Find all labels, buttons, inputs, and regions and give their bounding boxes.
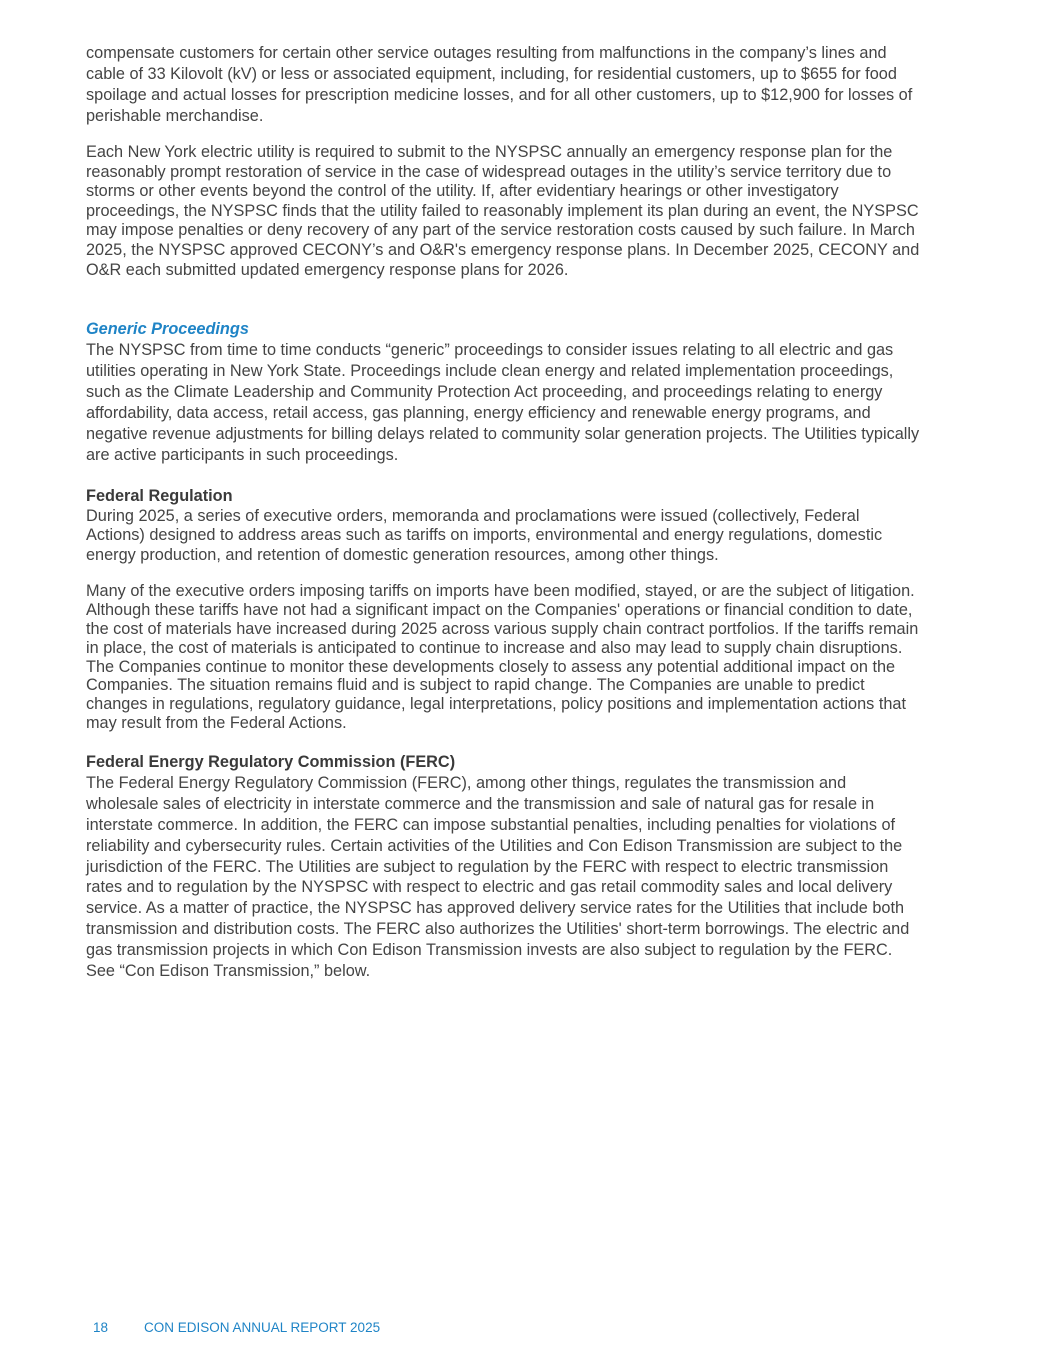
text-line: service. As a matter of practice, the NYSPSC has approved delivery service rates for the Utilities that include both xyxy=(86,899,905,918)
text-line: storms or other events beyond the control of the utility. If, after evidentiary hearings or other investigatory xyxy=(86,182,839,201)
text-line: Although these tariffs have not had a significant impact on the Companies' operations or financial condition to date, xyxy=(86,600,913,619)
text-line: such as the Climate Leadership and Community Protection Act proceeding, and proceedings relating to energy xyxy=(86,383,883,401)
heading-ferc: Federal Energy Regulatory Commission (FERC) xyxy=(86,753,456,771)
text-line: spoilage and actual losses for prescription medicine losses, and for all other customers, up to $12,900 for losses of xyxy=(86,86,913,104)
text-line: changes in regulations, regulatory guidance, legal interpretations, policy positions and implementation actions that xyxy=(86,695,906,714)
text-line: perishable merchandise. xyxy=(86,107,264,125)
text-line: interstate commerce. In addition, the FERC can impose substantial penalties, including penalties for violations of xyxy=(86,815,896,834)
paragraph-outage-compensation xyxy=(86,43,986,127)
paragraph-ferc xyxy=(86,773,986,982)
text-line: wholesale sales of electricity in interstate commerce and the transmission and sale of natural gas for resale in xyxy=(86,794,875,813)
text-line: energy production, and retention of domestic generation resources, among other things. xyxy=(86,545,719,564)
paragraph-emergency-response xyxy=(86,143,986,280)
text-line: 2025, the NYSPSC approved CECONY’s and O&R's emergency response plans. In December 2025, CECONY and xyxy=(86,240,920,259)
text-line: reliability and cybersecurity rules. Certain activities of the Utilities and Con Edison Transmission are subject to the xyxy=(86,836,903,855)
text-line: The Companies continue to monitor these developments closely to assess any potential additional impact on the xyxy=(86,657,896,676)
text-line: the cost of materials have increased during 2025 across various supply chain contract portfolios. If the tariffs remain xyxy=(86,619,919,638)
text-line: See “Con Edison Transmission,” below. xyxy=(86,962,371,981)
text-line: cable of 33 Kilovolt (kV) or less or associated equipment, including, for residential customers, up to $655 for food xyxy=(86,65,897,83)
text-line: are active participants in such proceedings. xyxy=(86,446,399,464)
text-line: Each New York electric utility is required to submit to the NYSPSC annually an emergency response plan for the xyxy=(86,143,893,161)
heading-federal-regulation: Federal Regulation xyxy=(86,487,233,505)
heading-generic-proceedings: Generic Proceedings xyxy=(86,320,249,338)
text-line: may result from the Federal Actions. xyxy=(86,714,347,733)
text-line: Companies. The situation remains fluid and is subject to rapid change. The Companies are unable to predict xyxy=(86,676,865,695)
paragraph-generic-proceedings xyxy=(86,340,986,466)
text-line: utilities operating in New York State. Proceedings include clean energy and related implementation proceedings, xyxy=(86,362,894,380)
text-line: Actions) designed to address areas such as tariffs on imports, environmental and energy regulations, domestic xyxy=(86,526,883,545)
paragraph-tariffs xyxy=(86,582,986,733)
text-line: The NYSPSC from time to time conducts “generic” proceedings to consider issues relating to all electric and gas xyxy=(86,341,894,359)
text-line: compensate customers for certain other service outages resulting from malfunctions in the company’s lines and xyxy=(86,44,887,62)
footer-report-title: CON EDISON ANNUAL REPORT 2025 xyxy=(144,1320,381,1335)
text-line: gas transmission projects in which Con Edison Transmission invests are also subject to regulation by the FERC. xyxy=(86,941,893,960)
text-line: transmission and distribution costs. The FERC also authorizes the Utilities' short-term borrowings. The electric and xyxy=(86,920,910,939)
text-line: reasonably prompt restoration of service in the case of widespread outages in the utility’s service territory due to xyxy=(86,162,892,181)
text-line: affordability, data access, retail access, gas planning, energy efficiency and renewable energy programs, and xyxy=(86,404,871,422)
text-line: may impose penalties or deny recovery of any part of the service restoration costs caused by such failure. In March xyxy=(86,221,915,240)
text-line: negative revenue adjustments for billing delays related to community solar generation projects. The Utilities typically xyxy=(86,425,920,443)
text-line: O&R each submitted updated emergency response plans for 2026. xyxy=(86,260,569,279)
text-line: The Federal Energy Regulatory Commission (FERC), among other things, regulates the transmission and xyxy=(86,774,847,792)
text-line: rates and to regulation by the NYSPSC with respect to electric and gas retail commodity sales and local delivery xyxy=(86,878,893,897)
text-line: During 2025, a series of executive orders, memoranda and proclamations were issued (collectively, Federal xyxy=(86,507,860,525)
text-line: in place, the cost of materials is anticipated to continue to increase and also may lead to supply chain disruptions. xyxy=(86,638,903,657)
text-line: proceedings, the NYSPSC finds that the utility failed to reasonably implement its plan during an event, the NYSPSC xyxy=(86,201,919,220)
text-line: Many of the executive orders imposing tariffs on imports have been modified, stayed, or are the subject of litigation. xyxy=(86,582,915,600)
paragraph-federal-actions xyxy=(86,507,986,565)
page-number: 18 xyxy=(93,1320,109,1335)
text-line: jurisdiction of the FERC. The Utilities are subject to regulation by the FERC with respect to electric transmission xyxy=(86,857,889,876)
